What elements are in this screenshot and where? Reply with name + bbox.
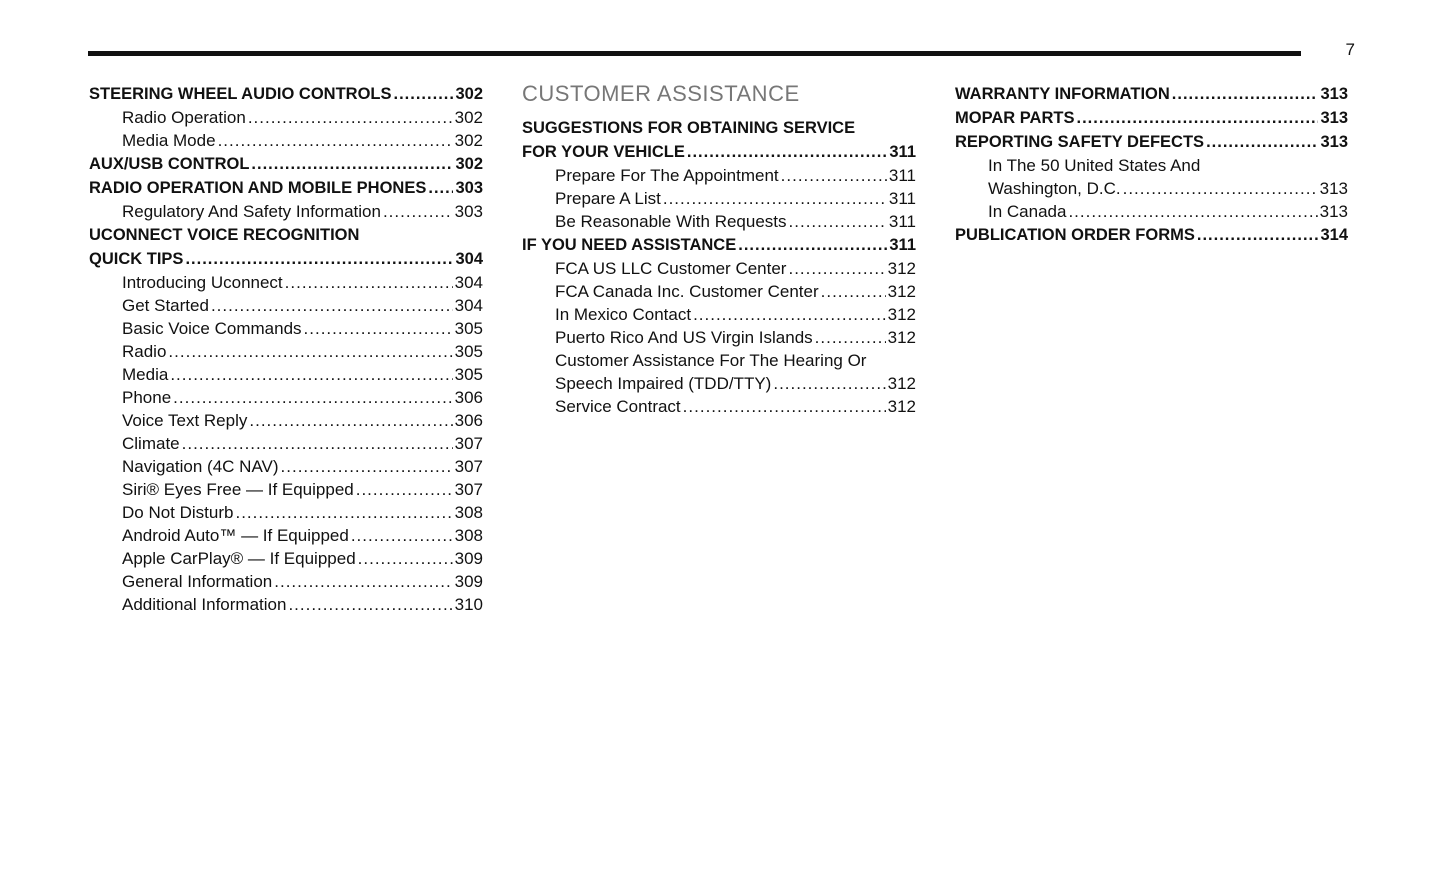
- toc-column-1: [89, 82, 483, 616]
- toc-entry-title: Do Not Disturb: [122, 503, 234, 522]
- toc-dot-leader: [773, 372, 885, 395]
- toc-column-3: [955, 82, 1348, 247]
- toc-entry-title: Service Contract: [555, 397, 681, 416]
- toc-entry[interactable]: [89, 82, 483, 106]
- toc-dot-leader: [285, 271, 453, 294]
- header-rule: [88, 51, 1301, 56]
- toc-entry-page: 307: [454, 480, 483, 499]
- toc-entry-title: Customer Assistance For The Hearing Or: [555, 351, 867, 370]
- toc-entry-page: 303: [454, 202, 483, 221]
- toc-entry-page: 304: [454, 296, 483, 315]
- toc-entry-page: 312: [887, 374, 916, 393]
- toc-dot-leader: [251, 152, 453, 176]
- toc-dot-leader: [1172, 82, 1319, 106]
- toc-entry-page: 313: [1319, 179, 1348, 198]
- toc-entry-page: 311: [888, 212, 916, 231]
- toc-entry-page: 311: [889, 236, 916, 254]
- toc-entry-page: 307: [454, 434, 483, 453]
- toc-entry[interactable]: [955, 223, 1348, 247]
- toc-entry[interactable]: [955, 200, 1348, 223]
- toc-entry-title: General Information: [122, 572, 273, 591]
- section-heading-customer-assistance: CUSTOMER ASSISTANCE: [522, 81, 800, 106]
- toc-entry-title: QUICK TIPS: [89, 250, 184, 268]
- toc-entry-page: 303: [455, 179, 483, 197]
- toc-entry[interactable]: [89, 200, 483, 223]
- toc-entry-title: Introducing Uconnect: [122, 273, 283, 292]
- toc-entry[interactable]: [522, 233, 916, 257]
- toc-entry-title: Regulatory And Safety Information: [122, 202, 381, 221]
- toc-dot-leader: [168, 340, 452, 363]
- toc-entry[interactable]: [522, 372, 916, 395]
- toc-entry-title: STEERING WHEEL AUDIO CONTROLS: [89, 85, 392, 103]
- toc-dot-leader: [383, 200, 453, 223]
- toc-dot-leader: [356, 478, 453, 501]
- toc-entry-page: 305: [454, 365, 483, 384]
- toc-entry-page: 313: [1319, 202, 1348, 221]
- toc-dot-leader: [1076, 106, 1318, 130]
- toc-entry-page: 309: [454, 549, 483, 568]
- toc-entry-page: 311: [888, 166, 916, 185]
- toc-dot-leader: [274, 570, 452, 593]
- toc-dot-leader: [683, 395, 886, 418]
- toc-column-2: [522, 82, 916, 418]
- toc-dot-leader: [281, 455, 453, 478]
- toc-dot-leader: [358, 547, 453, 570]
- toc-entry-title: Apple CarPlay® — If Equipped: [122, 549, 356, 568]
- toc-entry-page: 302: [455, 85, 483, 103]
- toc-entry-title: RADIO OPERATION AND MOBILE PHONES: [89, 179, 427, 197]
- toc-entry[interactable]: [522, 210, 916, 233]
- toc-entry-page: 312: [887, 397, 916, 416]
- toc-entry-title: Siri® Eyes Free — If Equipped: [122, 480, 354, 499]
- toc-dot-leader: [170, 363, 452, 386]
- toc-entry-title: Navigation (4C NAV): [122, 457, 279, 476]
- toc-entry[interactable]: [89, 432, 483, 455]
- toc-entry-page: 306: [454, 388, 483, 407]
- toc-dot-leader: [351, 524, 453, 547]
- toc-dot-leader: [235, 501, 452, 524]
- toc-entry-page: 304: [455, 250, 483, 268]
- toc-entry[interactable]: [955, 177, 1348, 200]
- toc-entry[interactable]: [522, 116, 916, 140]
- toc-entry-title: FCA US LLC Customer Center: [555, 259, 787, 278]
- toc-entry-page: 308: [454, 526, 483, 545]
- toc-entry-title: Be Reasonable With Requests: [555, 212, 787, 231]
- toc-dot-leader: [394, 82, 454, 106]
- toc-entry[interactable]: [89, 593, 483, 616]
- toc-dot-leader: [248, 106, 453, 129]
- toc-dot-leader: [1206, 130, 1318, 154]
- toc-entry[interactable]: [522, 140, 916, 164]
- toc-entry[interactable]: [522, 395, 916, 418]
- toc-entry-title: Prepare A List: [555, 189, 661, 208]
- toc-entry-title: WARRANTY INFORMATION: [955, 85, 1170, 103]
- toc-entry[interactable]: [89, 409, 483, 432]
- toc-entry[interactable]: [522, 280, 916, 303]
- toc-entry-page: 311: [888, 189, 916, 208]
- toc-entry-title: Get Started: [122, 296, 209, 315]
- toc-entry-page: 305: [454, 319, 483, 338]
- toc-entry-page: 302: [454, 108, 483, 127]
- toc-entry[interactable]: [89, 547, 483, 570]
- toc-dot-leader: [304, 317, 453, 340]
- toc-entry-title: UCONNECT VOICE RECOGNITION: [89, 226, 360, 244]
- toc-entry-title: Media: [122, 365, 169, 384]
- toc-entry[interactable]: [522, 257, 916, 280]
- toc-entry[interactable]: [89, 386, 483, 409]
- toc-entry-page: 312: [887, 282, 916, 301]
- toc-entry[interactable]: [89, 294, 483, 317]
- toc-entry-page: 304: [454, 273, 483, 292]
- toc-entry-title: Android Auto™ — If Equipped: [122, 526, 349, 545]
- toc-entry[interactable]: [89, 340, 483, 363]
- toc-dot-leader: [687, 140, 887, 164]
- toc-entry-page: 312: [887, 305, 916, 324]
- toc-entry[interactable]: [955, 82, 1348, 106]
- toc-entry[interactable]: [522, 326, 916, 349]
- toc-entry-page: 313: [1320, 133, 1348, 151]
- toc-entry-title: Puerto Rico And US Virgin Islands: [555, 328, 813, 347]
- toc-dot-leader: [249, 409, 452, 432]
- toc-entry[interactable]: [89, 129, 483, 152]
- toc-entry-page: 305: [454, 342, 483, 361]
- toc-entry-page: 302: [454, 131, 483, 150]
- toc-entry-page: 309: [454, 572, 483, 591]
- toc-entry-page: 311: [889, 143, 916, 161]
- toc-entry[interactable]: [522, 349, 916, 372]
- toc-entry[interactable]: [955, 154, 1348, 177]
- toc-entry-page: 314: [1320, 226, 1348, 244]
- toc-entry-title: MOPAR PARTS: [955, 109, 1075, 127]
- toc-entry[interactable]: [89, 363, 483, 386]
- toc-dot-leader: [185, 247, 453, 271]
- toc-dot-leader: [173, 386, 452, 409]
- toc-entry-page: 313: [1320, 109, 1348, 127]
- toc-entry-title: Phone: [122, 388, 172, 407]
- toc-entry[interactable]: [89, 271, 483, 294]
- toc-entry-title: FOR YOUR VEHICLE: [522, 143, 685, 161]
- toc-dot-leader: [288, 593, 452, 616]
- toc-entry-title: Voice Text Reply: [122, 411, 248, 430]
- toc-dot-leader: [211, 294, 453, 317]
- toc-dot-leader: [738, 233, 887, 257]
- toc-entry[interactable]: [955, 130, 1348, 154]
- toc-entry[interactable]: [522, 164, 916, 187]
- toc-entry[interactable]: [955, 106, 1348, 130]
- toc-entry-title: SUGGESTIONS FOR OBTAINING SERVICE: [522, 119, 856, 137]
- page-number: 7: [1345, 40, 1355, 59]
- toc-entry-title: AUX/USB CONTROL: [89, 155, 250, 173]
- toc-entry-title: In The 50 United States And: [988, 156, 1201, 175]
- toc-entry-title: PUBLICATION ORDER FORMS: [955, 226, 1195, 244]
- toc-dot-leader: [693, 303, 886, 326]
- toc-dot-leader: [821, 280, 886, 303]
- toc-entry-title: In Mexico Contact: [555, 305, 692, 324]
- toc-entry-title: Additional Information: [122, 595, 287, 614]
- toc-entry-title: REPORTING SAFETY DEFECTS: [955, 133, 1205, 151]
- toc-entry[interactable]: [89, 247, 483, 271]
- toc-entry-page: 307: [454, 457, 483, 476]
- toc-entry-page: 312: [887, 259, 916, 278]
- toc-entry[interactable]: [89, 570, 483, 593]
- toc-entry[interactable]: [89, 501, 483, 524]
- toc-entry[interactable]: [522, 187, 916, 210]
- toc-dot-leader: [1197, 223, 1319, 247]
- toc-entry-title: IF YOU NEED ASSISTANCE: [522, 236, 737, 254]
- toc-dot-leader: [781, 164, 887, 187]
- toc-dot-leader: [789, 210, 887, 233]
- toc-entry-page: 313: [1320, 85, 1348, 103]
- toc-entry[interactable]: [89, 223, 483, 247]
- toc-entry-page: 310: [454, 595, 483, 614]
- toc-entry-title: Speech Impaired (TDD/TTY): [555, 374, 772, 393]
- toc-dot-leader: [218, 129, 453, 152]
- toc-entry-page: 306: [454, 411, 483, 430]
- toc-entry-page: 302: [455, 155, 483, 173]
- toc-entry[interactable]: [89, 524, 483, 547]
- toc-entry-page: 312: [887, 328, 916, 347]
- toc-entry-title: Basic Voice Commands: [122, 319, 302, 338]
- toc-entry-page: 308: [454, 503, 483, 522]
- toc-entry-title: Prepare For The Appointment: [555, 166, 779, 185]
- toc-entry[interactable]: [89, 317, 483, 340]
- toc-entry-title: Media Mode: [122, 131, 216, 150]
- toc-entry-title: Climate: [122, 434, 180, 453]
- toc-dot-leader: [1123, 177, 1318, 200]
- toc-entry[interactable]: [522, 303, 916, 326]
- toc-dot-leader: [663, 187, 887, 210]
- toc-entry[interactable]: [89, 106, 483, 129]
- toc-entry-title: Radio: [122, 342, 167, 361]
- toc-entry[interactable]: [89, 152, 483, 176]
- toc-dot-leader: [428, 176, 453, 200]
- toc-dot-leader: [182, 432, 453, 455]
- toc-dot-leader: [815, 326, 886, 349]
- toc-entry-title: In Canada: [988, 202, 1067, 221]
- toc-entry-title: Washington, D.C.: [988, 179, 1121, 198]
- toc-dot-leader: [788, 257, 885, 280]
- toc-entry-title: FCA Canada Inc. Customer Center: [555, 282, 819, 301]
- toc-entry[interactable]: [89, 176, 483, 200]
- toc-dot-leader: [1068, 200, 1317, 223]
- toc-entry[interactable]: [89, 455, 483, 478]
- toc-entry[interactable]: [89, 478, 483, 501]
- toc-entry-title: Radio Operation: [122, 108, 246, 127]
